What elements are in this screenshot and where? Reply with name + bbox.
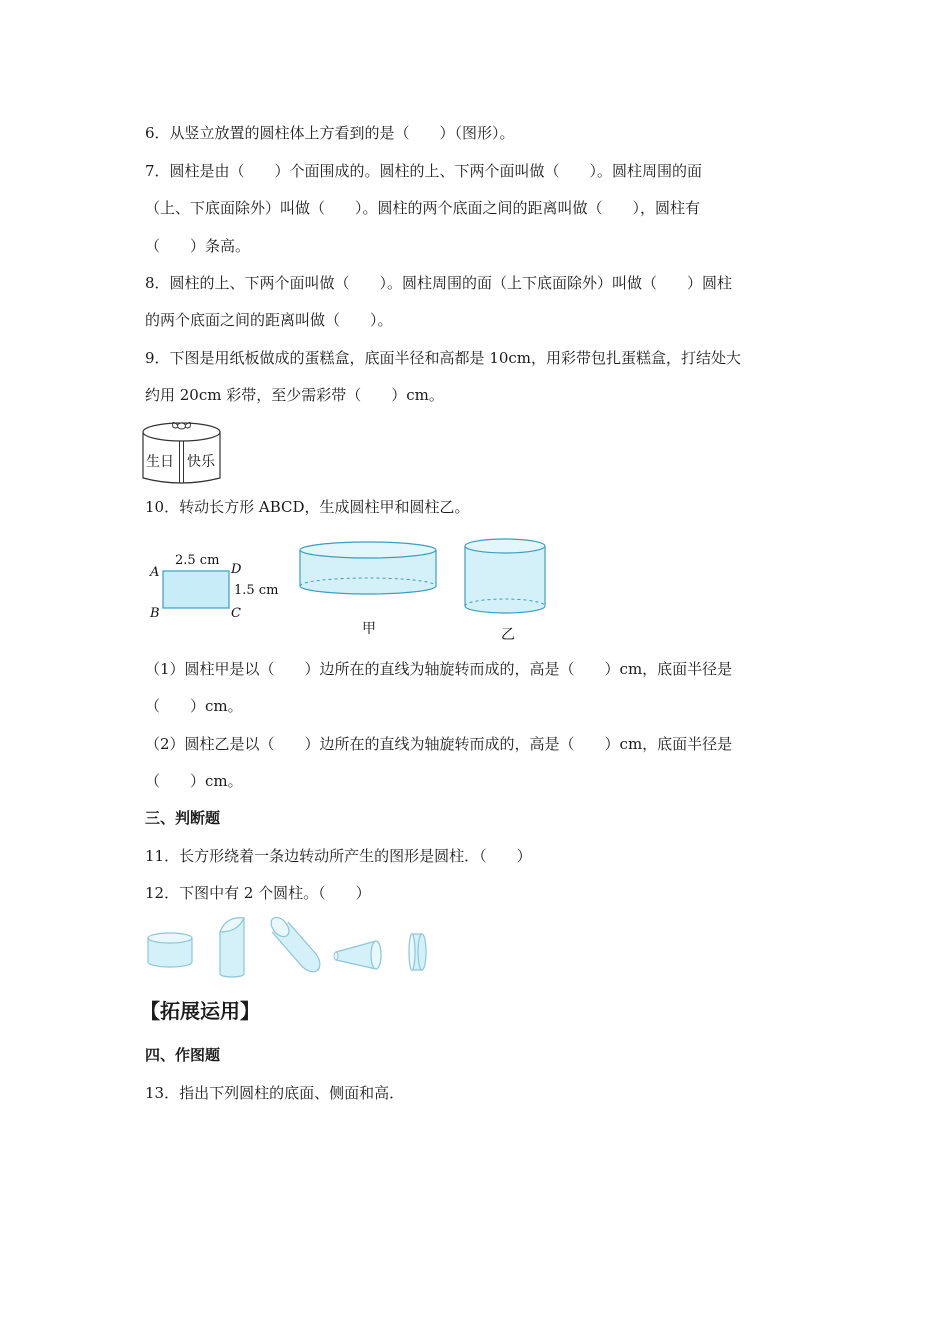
- vertex-c: C: [231, 606, 241, 621]
- solid-frustum: [334, 941, 381, 969]
- question-10-stem: 10．转动长方形 ABCD，生成圆柱甲和圆柱乙。: [145, 498, 470, 516]
- ribbon-knot: [178, 423, 186, 429]
- height-label: 1.5 cm: [234, 583, 279, 598]
- rectangle-abcd: [163, 571, 229, 608]
- cake-box-label-right: 快乐: [187, 454, 215, 470]
- vertex-a: A: [150, 565, 160, 580]
- solid-slanted-cylinder: [220, 918, 244, 977]
- question-6: 6．从竖立放置的圆柱体上方看到的是（ ）（图形）。: [145, 124, 515, 142]
- cake-box-label-left: 生日: [146, 454, 174, 470]
- rectangle-abcd-figure: [145, 545, 285, 625]
- solids-figure: [140, 912, 440, 982]
- question-7-line-1: 7．圆柱是由（ ）个面围成的。圆柱的上、下两个面叫做（ ）。圆柱周围的面: [145, 162, 703, 180]
- question-9-line-1: 9．下图是用纸板做成的蛋糕盒，底面半径和高都是 10cm，用彩带包扎蛋糕盒，打结处大: [145, 349, 742, 367]
- section-4-title: 四、作图题: [145, 1046, 221, 1064]
- cylinder-yi-figure: [460, 534, 552, 646]
- question-7-line-2: （上、下底面除外）叫做（ ）。圆柱的两个底面之间的距离叫做（ ），圆柱有: [145, 199, 701, 217]
- cylinder-yi-label: 乙: [501, 627, 515, 643]
- section-3-title: 三、判断题: [145, 809, 221, 827]
- cylinder-jia-top: [300, 542, 436, 558]
- solid-short-cylinder: [148, 933, 192, 967]
- extension-title: 【拓展运用】: [140, 999, 260, 1023]
- question-8-line-1: 8．圆柱的上、下两个面叫做（ ）。圆柱周围的面（上下底面除外）叫做（ ）圆柱: [145, 274, 733, 292]
- solid-thin-cylinder: [409, 934, 426, 970]
- vertex-d: D: [231, 562, 242, 577]
- solid-tilted-cylinder: [268, 914, 320, 972]
- cylinder-jia-label: 甲: [362, 621, 376, 637]
- vertex-b: B: [150, 606, 160, 621]
- cylinder-yi-top: [465, 539, 545, 553]
- cylinder-yi-body: [465, 546, 545, 613]
- question-10-sub2-line-1: （2）圆柱乙是以（ ）边所在的直线为轴旋转而成的，高是（ ）cm，底面半径是: [145, 735, 733, 753]
- question-7-line-3: （ ）条高。: [145, 237, 251, 255]
- cake-box-figure: [140, 416, 225, 488]
- question-10-sub1-line-1: （1）圆柱甲是以（ ）边所在的直线为轴旋转而成的，高是（ ）cm，底面半径是: [145, 660, 733, 678]
- question-10-sub1-line-2: （ ）cm。: [145, 697, 243, 715]
- cylinder-jia-figure: [296, 538, 441, 643]
- question-13: 13．指出下列圆柱的底面、侧面和高．: [145, 1084, 405, 1102]
- question-11: 11．长方形绕着一条边转动所产生的图形是圆柱．（ ）: [145, 847, 532, 865]
- question-8-line-2: 的两个底面之间的距离叫做（ ）。: [145, 311, 393, 329]
- question-10-sub2-line-2: （ ）cm。: [145, 772, 243, 790]
- width-label: 2.5 cm: [175, 553, 220, 568]
- question-9-line-2: 约用 20cm 彩带，至少需彩带（ ）cm。: [145, 386, 444, 404]
- question-12: 12．下图中有 2 个圆柱。（ ）: [145, 884, 371, 902]
